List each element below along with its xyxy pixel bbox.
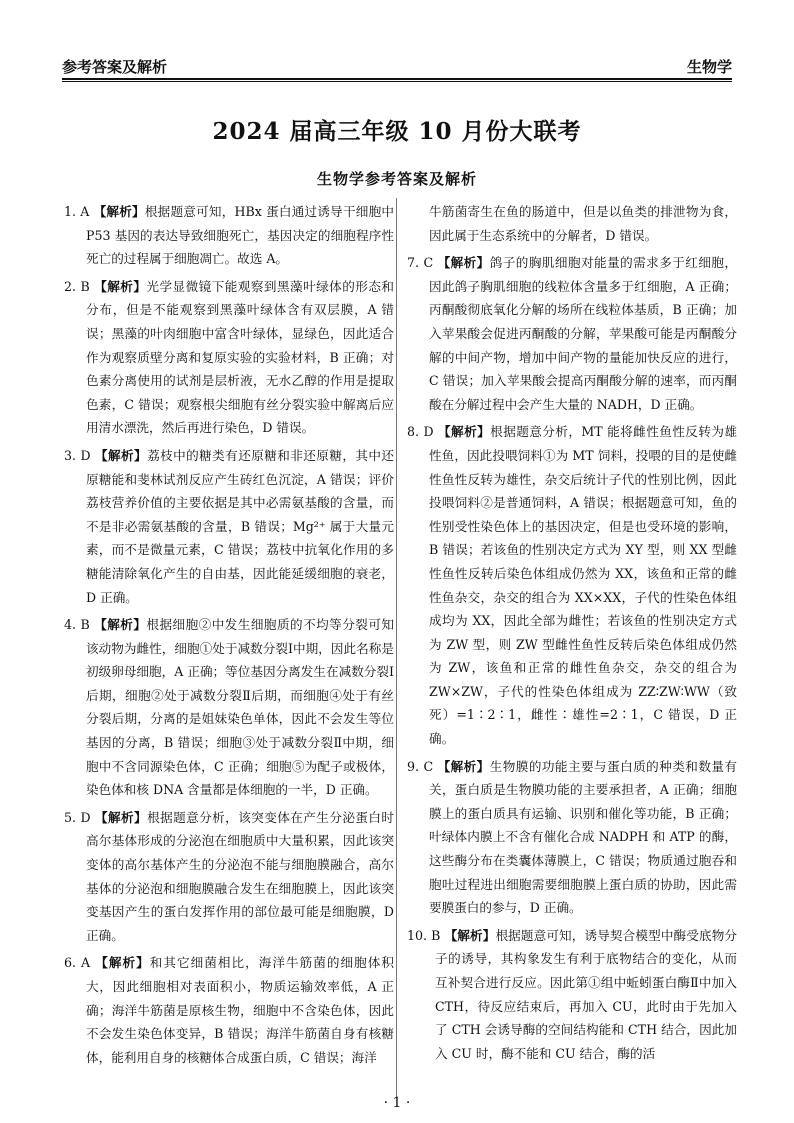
answer-item: 10. B 【解析】根据题意可知，诱导契合模型中酶受底物分子的诱导，其构象发生有利于底物结合的变化，从而互补契合进行反应。因此第①组中蚯蚓蛋白酶Ⅱ中加入 CTH，待反应结束后，再加入 CU，此时由于先加入了 CTH 会诱导酶的空间结构能和 CTH 结合，因此加入 CU 时，酶不能和 CU 结合，酶的活 xyxy=(407,927,738,1061)
answer-item: 8. D 【解析】根据题意分析，MT 能将雌性鱼性反转为雄性鱼，因此投喂饲料①为 MT 饲料，投喂的目的是使雌性鱼性反转为雄性，杂交后统计子代的性别比例，因此投喂饲料②是普通饲料，A 错误；根据题意可知，鱼的性别受性染色体上的基因决定，但是也受环境的影响，B 错误；若该鱼的性别决定方式为 XY 型，则 XX 型雌性鱼性反转后染色体组成仍然为 XX，该鱼和正常的雌性鱼杂交，杂交的组合为 XX×XX，子代的性染色体组成均为 XX，因此全部为雌性；若该鱼的性别决定方式为 ZW 型，则 ZW 型雌性鱼性反转后染色体组成仍然为 ZW，该鱼和正常的雌性鱼杂交，杂交的组合为 ZW×ZW，子代的性染色体组成为 ZZ∶ZW∶WW（致死）=1∶2∶1，雌性∶雄性=2∶1，C 错误，D 正确。 xyxy=(407,424,737,747)
right-column xyxy=(407,200,737,1069)
page-number: · 1 · xyxy=(383,1095,411,1111)
answer-item: 3. D 【解析】荔枝中的糖类有还原糖和非还原糖，其中还原糖能和斐林试剂反应产生砖红色沉淀，A 错误；评价荔枝营养价值的主要依据是其中必需氨基酸的含量，而不是非必需氨基酸的含量，B 错误；Mg²⁺ 属于大量元素，而不是微量元素，C 错误；荔枝中抗氧化作用的多糖能清除氧化产生的自由基，因此能延缓细胞的衰老，D 正确。 xyxy=(64,447,394,605)
header-rule xyxy=(62,78,732,82)
left-column xyxy=(64,200,394,1073)
answer-item: 2. B 【解析】光学显微镜下能观察到黑藻叶绿体的形态和分布，但是不能观察到黑藻叶绿体含有双层膜，A 错误；黑藻的叶肉细胞中富含叶绿体，显绿色，因此适合作为观察质壁分离和复原实验的实验材料，B 正确；对色素分离使用的试剂是层析液，无水乙醇的作用是提取色素，C 错误；观察根尖细胞有丝分裂实验中解离后应用清水漂洗，然后再进行染色，D 错误。 xyxy=(64,278,394,436)
column-divider xyxy=(396,198,397,1098)
page-header xyxy=(62,50,732,82)
page-title: 2024 届高三年级 10 月份大联考 xyxy=(212,118,582,145)
answer-item: 6. A 【解析】和其它细菌相比，海洋牛筋菌的细胞体积大，因此细胞相对表面积小，物质运输效率低，A 正确；海洋牛筋菌是原核生物，细胞中不含染色体，因此不会发生染色体变异，B 错误；海洋牛筋菌自身有核糖体，能利用自身的核糖体合成蛋白质，C 错误；海洋 xyxy=(64,955,394,1065)
page-subtitle: 生物学参考答案及解析 xyxy=(316,170,477,188)
answer-item: 9. C 【解析】生物膜的功能主要与蛋白质的种类和数量有关，蛋白质是生物膜功能的主要承担者，A 正确；细胞膜上的蛋白质具有运输、识别和催化等功能，B 正确；叶绿体内膜上不含有催化合成 NADPH 和 ATP 的酶，这些酶分布在类囊体薄膜上，C 错误；物质通过胞吞和胞吐过程进出细胞需要细胞膜上蛋白质的协助，因此需要膜蛋白的参与，D 正确。 xyxy=(407,758,738,916)
answer-continuation: 牛筋菌寄生在鱼的肠道中，但是以鱼类的排泄物为食，因此属于生态系统中的分解者，D 错误。 xyxy=(429,204,737,243)
header-left-label: 参考答案及解析 xyxy=(62,58,168,76)
answer-item: 5. D 【解析】根据题意分析，该突变体在产生分泌蛋白时高尔基体形成的分泌泡在细胞质中大量积累，因此该突变体的高尔基体产生的分泌泡不能与细胞膜融合，高尔基体的分泌泡和细胞膜融合发生在细胞膜上，因此该突变基因产生的蛋白发挥作用的部位最可能是细胞膜，D 正确。 xyxy=(64,809,394,943)
answer-item: 7. C 【解析】鸽子的胸肌细胞对能量的需求多于红细胞，因此鸽子胸肌细胞的线粒体含量多于红细胞，A 正确；丙酮酸彻底氧化分解的场所在线粒体基质，B 正确；加入苹果酸会促进丙酮酸的分解，苹果酸可能是丙酮酸分解的中间产物，增加中间产物的量能加快反应的进行，C 错误；加入苹果酸会提高丙酮酸分解的速率，而丙酮酸在分解过程中会产生大量的 NADH，D 正确。 xyxy=(407,255,738,412)
answer-item: 1. A 【解析】根据题意可知，HBx 蛋白通过诱导干细胞中 P53 基因的表达导致细胞死亡，基因决定的细胞程序性死亡的过程属于细胞凋亡。故选 A。 xyxy=(64,204,395,267)
answer-item: 4. B 【解析】根据细胞②中发生细胞质的不均等分裂可知该动物为雌性，细胞①处于减数分裂Ⅰ中期，因此名称是初级卵母细胞，A 正确；等位基因分离发生在减数分裂Ⅰ后期，细胞②处于减数分裂Ⅱ后期，而细胞④处于有丝分裂后期，分离的是姐妹染色单体，因此不会发生等位基因的分离，B 错误；细胞③处于减数分裂Ⅱ中期，细胞中不含同源染色体，C 正确；细胞⑤为配子或极体，染色体和核 DNA 含量都是体细胞的一半，D 正确。 xyxy=(64,617,394,798)
header-subject-label: 生物学 xyxy=(686,58,732,76)
